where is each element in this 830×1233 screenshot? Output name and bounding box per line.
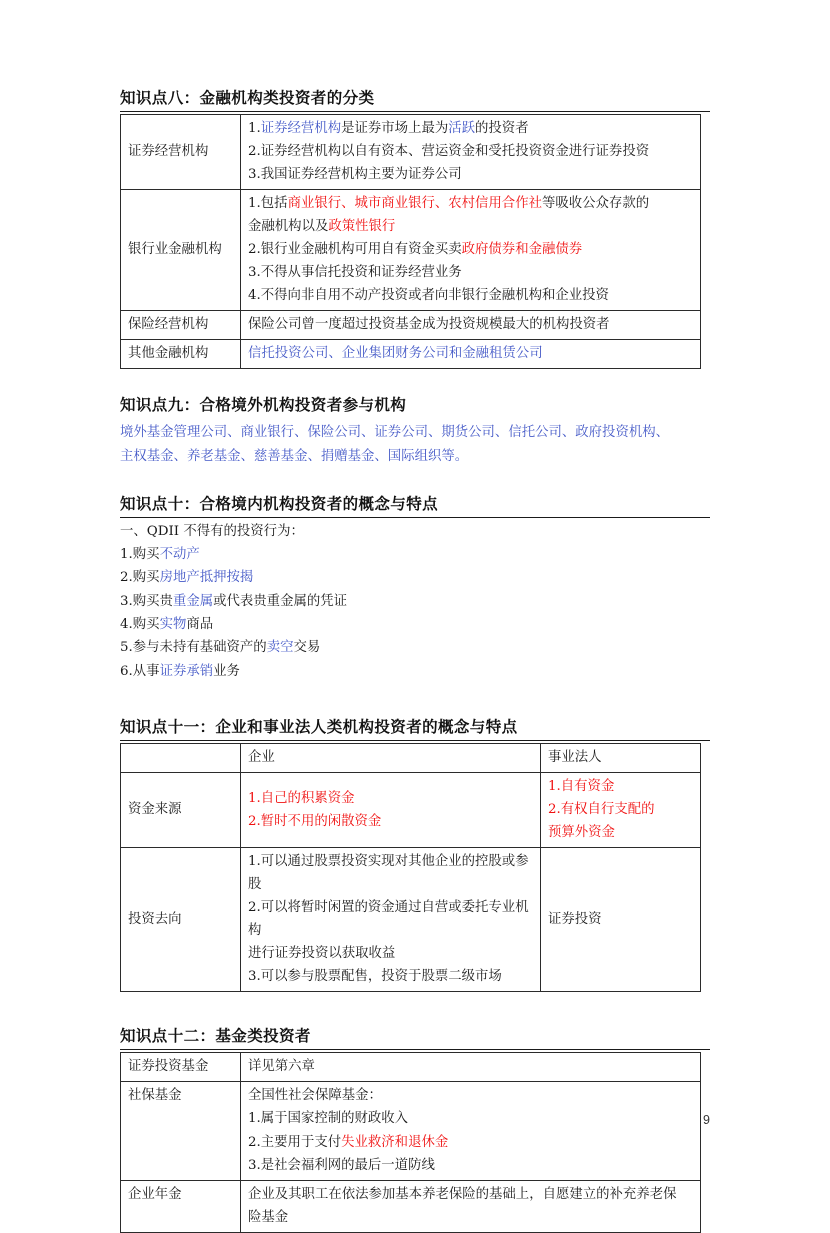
text-run: 1. (248, 120, 261, 136)
table-row (121, 1082, 701, 1180)
text-run: 2.银行业金融机构可用自有资金买卖 (248, 242, 462, 258)
text-run: 预算外资金 (548, 825, 615, 841)
paragraph-kp10 (120, 520, 700, 683)
table-cell-content (241, 190, 701, 311)
text-line (120, 660, 700, 683)
spacer (120, 369, 710, 395)
table-header-blank (121, 743, 241, 772)
table-row (121, 114, 701, 189)
text-line (248, 284, 693, 307)
section-heading-kp8: 知识点八：金融机构类投资者的分类 (120, 88, 710, 112)
text-line (120, 421, 700, 444)
text-run: 4.不得向非自用不动产投资或者向非银行金融机构和企业投资 (248, 288, 609, 304)
table-cell-label: 社保基金 (121, 1082, 241, 1180)
text-run: 5.参与未持有基础资产的 (120, 640, 267, 656)
text-line (120, 590, 700, 613)
text-run: 企业及其职工在依法参加基本养老保险的基础上，自愿建立的补充养老保 (248, 1186, 677, 1202)
table-header-enterprise: 企业 (241, 743, 541, 772)
text-run: 3.可以参与股票配售，投资于股票二级市场 (248, 969, 502, 985)
text-run: 或代表贵重金属的凭证 (213, 593, 348, 609)
text-run: 3.我国证券经营机构主要为证券公司 (248, 167, 462, 183)
section-kp9 (120, 395, 710, 468)
text-line (248, 238, 693, 261)
text-run: 3.不得从事信托投资和证券经营业务 (248, 265, 462, 281)
text-line (120, 613, 700, 636)
table-row (121, 1180, 701, 1232)
table-cell-label: 银行业金融机构 (121, 190, 241, 311)
text-run: 1.自有资金 (548, 779, 615, 795)
text-line (248, 1084, 693, 1107)
table-cell-label: 保险经营机构 (121, 311, 241, 340)
table-cell-label: 证券经营机构 (121, 114, 241, 189)
text-run: 全国性社会保障基金： (248, 1088, 382, 1104)
text-line (248, 1107, 693, 1130)
text-line (248, 787, 533, 810)
text-run: 信托投资公司、企业集团财务公司和金融租赁公司 (248, 346, 543, 362)
text-run: 是证券市场上最为 (341, 120, 449, 136)
text-run: 2.证券经营机构以自有资本、营运资金和受托投资资金进行证券投资 (248, 143, 650, 159)
text-run: 活跃 (448, 120, 476, 136)
text-run: 详见第六章 (248, 1059, 315, 1075)
text-run: 证券承销 (159, 663, 214, 679)
text-line (548, 775, 693, 798)
table-cell-enterprise (241, 773, 541, 848)
text-run: 失业救济和退休金 (341, 1134, 449, 1150)
text-line (248, 1154, 693, 1177)
table-row (121, 1053, 701, 1082)
table-row (121, 311, 701, 340)
text-run: 2.可以将暂时闲置的资金通过自营或委托专业机构 (248, 900, 529, 939)
text-run: 一、QDII 不得有的投资行为： (120, 523, 304, 539)
table-cell-institution (541, 773, 701, 848)
text-run: 商品 (186, 617, 214, 633)
section-kp8 (120, 88, 710, 369)
text-run: 4.购买 (120, 617, 160, 633)
text-run: 3.是社会福利网的最后一道防线 (248, 1157, 435, 1173)
table-kp11 (120, 743, 701, 992)
table-cell-label: 投资去向 (121, 848, 241, 992)
text-line (248, 261, 693, 284)
text-line (248, 1131, 693, 1154)
text-line (120, 445, 700, 468)
text-line (248, 1055, 693, 1078)
text-line (248, 896, 533, 942)
text-line (548, 908, 693, 931)
text-run: 2.主要用于支付 (248, 1134, 342, 1150)
spacer (120, 683, 710, 717)
text-line (248, 342, 693, 365)
table-cell-label: 证券投资基金 (121, 1053, 241, 1082)
table-kp12 (120, 1052, 701, 1232)
text-run: 1.属于国家控制的财政收入 (248, 1111, 409, 1127)
table-kp11-body (121, 743, 701, 991)
table-cell-institution (541, 848, 701, 992)
text-line (248, 850, 533, 896)
text-run: 金融机构以及 (248, 219, 329, 235)
text-run: 1.购买 (120, 547, 160, 563)
section-kp10 (120, 494, 710, 683)
table-kp8-body (121, 114, 701, 368)
section-heading-kp11: 知识点十一：企业和事业法人类机构投资者的概念与特点 (120, 717, 710, 741)
text-run: 房地产抵押按揭 (159, 570, 254, 586)
table-header-institution: 事业法人 (541, 743, 701, 772)
page-number: 9 (703, 1113, 710, 1127)
text-run: 实物 (159, 617, 187, 633)
text-run: 2.有权自行支配的 (548, 802, 655, 818)
text-run: 3.购买贵 (120, 593, 173, 609)
text-line (248, 942, 533, 965)
table-cell-label: 其他金融机构 (121, 340, 241, 369)
spacer (120, 992, 710, 1026)
text-run: 2.购买 (120, 570, 160, 586)
text-line (248, 1183, 693, 1206)
text-run: 保险公司曾一度超过投资基金成为投资规模最大的机构投资者 (248, 317, 610, 333)
text-run: 重金属 (172, 593, 214, 609)
section-heading-kp10: 知识点十：合格境内机构投资者的概念与特点 (120, 494, 710, 518)
text-run: 等吸收公众存款的 (541, 196, 650, 212)
paragraph-kp9 (120, 421, 700, 468)
table-kp12-body (121, 1053, 701, 1232)
text-line (548, 821, 693, 844)
text-line (120, 543, 700, 566)
text-run: 进行证券投资以获取收益 (248, 946, 396, 962)
spacer (120, 468, 710, 494)
section-heading-kp9: 知识点九：合格境外机构投资者参与机构 (120, 395, 407, 415)
table-kp8 (120, 114, 701, 369)
text-run: 商业银行、城市商业银行、农村信用合作社 (287, 196, 542, 212)
table-row (121, 773, 701, 848)
text-run: 境外基金管理公司、商业银行、保险公司、证券公司、期货公司、信托公司、政府投资机构、 (120, 425, 670, 441)
table-cell-content (241, 1180, 701, 1232)
text-line (248, 117, 693, 140)
text-run: 险基金 (248, 1209, 289, 1225)
text-line (120, 520, 700, 543)
text-run: 政府债券和金融债券 (461, 242, 583, 258)
text-line (248, 965, 533, 988)
table-cell-content (241, 340, 701, 369)
text-run: 不动产 (159, 547, 200, 563)
text-run: 交易 (293, 640, 321, 656)
section-kp11 (120, 717, 710, 992)
text-line (248, 215, 693, 238)
text-run: 的投资者 (475, 120, 529, 136)
table-row (121, 340, 701, 369)
text-run: 6.从事 (120, 663, 160, 679)
section-heading-kp12: 知识点十二：基金类投资者 (120, 1026, 710, 1050)
text-run: 主权基金、养老基金、慈善基金、捐赠基金、国际组织等。 (120, 448, 469, 464)
table-cell-label: 资金来源 (121, 773, 241, 848)
text-line (120, 566, 700, 589)
text-run: 1.自己的积累资金 (248, 790, 355, 806)
text-line (120, 636, 700, 659)
text-line (248, 163, 693, 186)
section-kp12 (120, 1026, 710, 1232)
text-run: 业务 (213, 663, 240, 679)
text-line (248, 140, 693, 163)
text-line (248, 1206, 693, 1229)
text-run: 政策性银行 (328, 219, 396, 235)
text-line (248, 810, 533, 833)
text-run: 卖空 (266, 640, 294, 656)
text-line (248, 313, 693, 336)
table-cell-content (241, 114, 701, 189)
table-row (121, 848, 701, 992)
text-run: 1.包括 (248, 196, 288, 212)
text-line (548, 798, 693, 821)
text-line (248, 192, 693, 215)
table-cell-content (241, 311, 701, 340)
text-run: 1.可以通过股票投资实现对其他企业的控股或参股 (248, 854, 529, 893)
table-cell-label: 企业年金 (121, 1180, 241, 1232)
text-run: 2.暂时不用的闲散资金 (248, 813, 382, 829)
table-cell-enterprise (241, 848, 541, 992)
text-run: 证券经营机构 (260, 120, 342, 136)
table-row (121, 190, 701, 311)
table-cell-content (241, 1053, 701, 1082)
text-run: 证券投资 (548, 911, 602, 927)
table-header-row (121, 743, 701, 772)
table-cell-content (241, 1082, 701, 1180)
